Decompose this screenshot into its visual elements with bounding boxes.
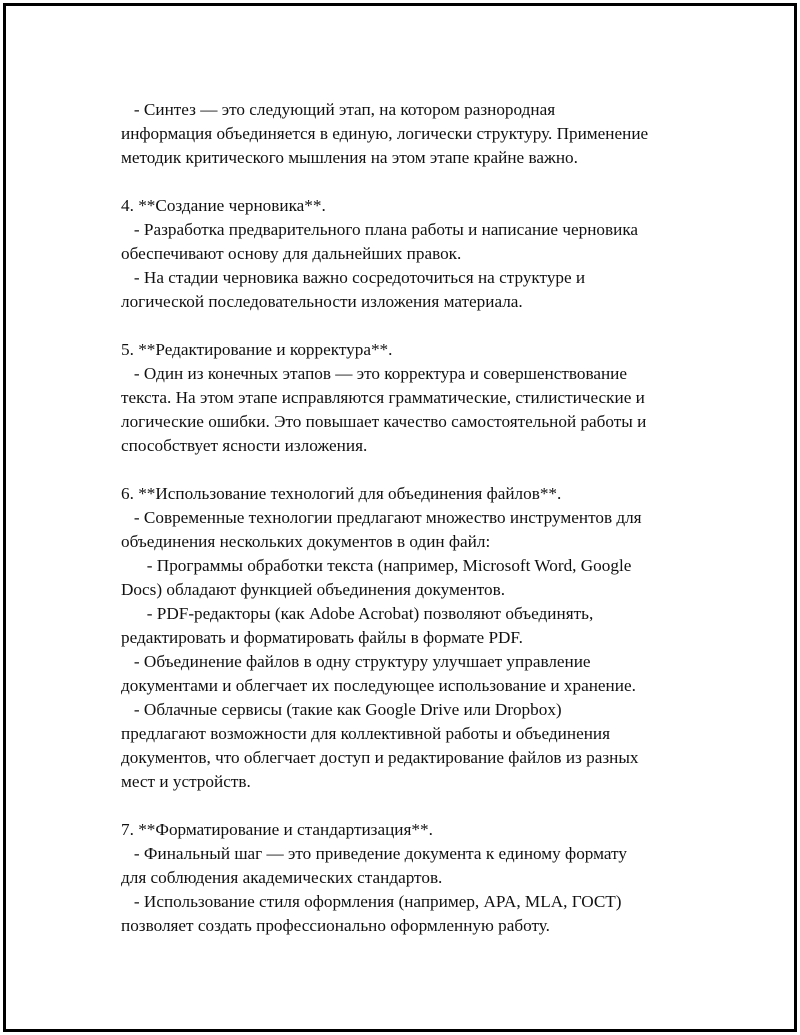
section-formatting	[121, 818, 701, 938]
text-line: Docs) обладают функцией объединения документов.	[121, 580, 505, 599]
section-heading: 4. **Создание черновика**.	[121, 196, 326, 215]
text-line: - Один из конечных этапов — это корректура и совершенствование	[121, 364, 628, 383]
section-technologies	[121, 482, 701, 794]
text-line: - Программы обработки текста (например, Microsoft Word, Google	[121, 556, 632, 575]
page-frame	[3, 3, 797, 1032]
text-line: методик критического мышления на этом этапе крайне важно.	[121, 148, 578, 167]
text-line: - На стадии черновика важно сосредоточиться на структуре и	[121, 268, 586, 287]
text-line: - Облачные сервисы (такие как Google Drive или Dropbox)	[121, 700, 562, 719]
text-line: объединения нескольких документов в один файл:	[121, 532, 491, 551]
text-line: способствует ясности изложения.	[121, 436, 368, 455]
text-line: - Использование стиля оформления (например, APA, MLA, ГОСТ)	[121, 892, 622, 911]
text-line: логической последовательности изложения материала.	[121, 292, 523, 311]
text-line: редактировать и форматировать файлы в формате PDF.	[121, 628, 523, 647]
text-line: - Синтез — это следующий этап, на котором разнородная	[121, 100, 556, 119]
text-line: документами и облегчает их последующее использование и хранение.	[121, 676, 636, 695]
text-line: документов, что облегчает доступ и редактирование файлов из разных	[121, 748, 639, 767]
text-line: - Современные технологии предлагают множество инструментов для	[121, 508, 642, 527]
text-line: - Финальный шаг — это приведение документа к единому формату	[121, 844, 627, 863]
section-heading: 5. **Редактирование и корректура**.	[121, 340, 393, 359]
text-line: текста. На этом этапе исправляются грамматические, стилистические и	[121, 388, 645, 407]
text-line: - Объединение файлов в одну структуру улучшает управление	[121, 652, 591, 671]
text-line: - Разработка предварительного плана работы и написание черновика	[121, 220, 639, 239]
paragraph-gap	[121, 314, 701, 338]
section-editing	[121, 338, 701, 458]
section-heading: 6. **Использование технологий для объединения файлов**.	[121, 484, 562, 503]
text-line: мест и устройств.	[121, 772, 251, 791]
paragraph-gap	[121, 170, 701, 194]
paragraph-gap	[121, 458, 701, 482]
section-synthesis-continued	[121, 98, 701, 170]
text-line: предлагают возможности для коллективной работы и объединения	[121, 724, 610, 743]
document-body	[121, 98, 701, 938]
text-line: информация объединяется в единую, логически структуру. Применение	[121, 124, 649, 143]
section-heading: 7. **Форматирование и стандартизация**.	[121, 820, 433, 839]
text-line: логические ошибки. Это повышает качество самостоятельной работы и	[121, 412, 647, 431]
text-line: - PDF-редакторы (как Adobe Acrobat) позволяют объединять,	[121, 604, 594, 623]
section-draft	[121, 194, 701, 314]
paragraph-gap	[121, 794, 701, 818]
text-line: обеспечивают основу для дальнейших правок.	[121, 244, 462, 263]
text-line: для соблюдения академических стандартов.	[121, 868, 443, 887]
text-line: позволяет создать профессионально оформленную работу.	[121, 916, 550, 935]
